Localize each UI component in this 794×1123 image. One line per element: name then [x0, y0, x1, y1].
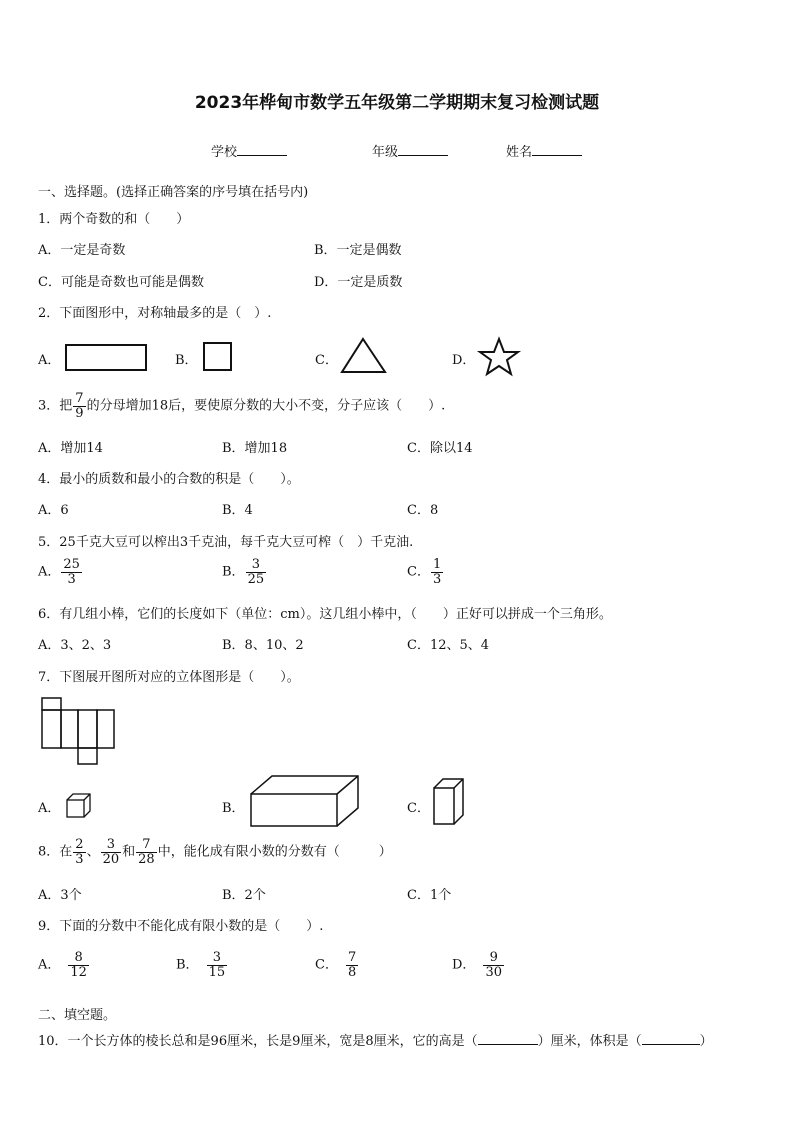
page-title: 2023年桦甸市数学五年级第二学期期末复习检测试题 — [194, 93, 600, 113]
name-blank[interactable] — [532, 141, 582, 156]
q1-option-d[interactable]: D．一定是质数 — [314, 275, 403, 290]
denominator: 8 — [347, 964, 357, 980]
q5-option-c[interactable] — [407, 558, 444, 586]
triangle-shape — [341, 337, 387, 374]
q8-stem-post: 中，能化成有限小数的分数有（ ） — [157, 844, 392, 860]
denominator: 3 — [75, 851, 84, 867]
q9-option-d[interactable] — [452, 951, 505, 979]
q5-stem: 5．25千克大豆可以榨出3千克油，每千克大豆可榨（ ）千克油. — [38, 535, 414, 550]
numerator: 3 — [207, 951, 228, 966]
q4-option-a[interactable]: A．6 — [38, 503, 69, 518]
q9-option-a-label: A． — [38, 957, 61, 973]
q5-option-b-label: B． — [222, 564, 245, 580]
denominator: 9 — [75, 405, 84, 421]
q5-option-c-label: C． — [407, 564, 430, 580]
q4-option-b[interactable]: B．4 — [222, 503, 253, 518]
section-1-heading: 一、选择题。(选择正确答案的序号填在括号内) — [38, 185, 309, 200]
q9-option-a[interactable] — [38, 951, 90, 979]
denominator: 20 — [102, 851, 120, 867]
q3-fraction — [73, 392, 85, 420]
section-2-heading: 二、填空题。 — [38, 1008, 117, 1023]
denominator: 15 — [208, 964, 226, 980]
q9-option-c[interactable] — [315, 951, 359, 979]
q5-option-a[interactable] — [38, 558, 83, 586]
q3-option-b[interactable]: B．增加18 — [222, 441, 288, 456]
q9-option-c-label: C． — [315, 957, 338, 973]
grade-blank[interactable] — [398, 141, 448, 156]
q8-fraction-3 — [136, 838, 157, 866]
school-blank[interactable] — [237, 141, 287, 156]
q9-option-b[interactable] — [176, 951, 228, 979]
q8-fraction-2 — [101, 838, 122, 866]
flat-cuboid-figure — [250, 774, 360, 828]
q9-fraction-d — [483, 951, 504, 979]
numerator: 1 — [432, 557, 442, 572]
q5-option-b[interactable] — [222, 558, 267, 586]
q2-option-a[interactable]: A． — [38, 353, 61, 368]
q5-fraction-c — [431, 558, 443, 586]
denominator: 12 — [70, 964, 87, 980]
cuboid-net-figure — [40, 696, 120, 768]
q3-stem-post: 的分母增加18后，要使原分数的大小不变，分子应该（ ）. — [86, 398, 446, 414]
grade-label: 年级 — [372, 145, 399, 160]
q9-fraction-c — [346, 951, 358, 979]
q4-stem: 4．最小的质数和最小的合数的积是（ ）。 — [38, 472, 300, 487]
q9-fraction-b — [207, 951, 228, 979]
school-label: 学校 — [211, 145, 238, 160]
denominator: 25 — [247, 571, 265, 587]
q5-option-a-label: A． — [38, 564, 61, 580]
name-field — [506, 141, 582, 160]
q3-stem — [38, 392, 445, 420]
numerator: 3 — [101, 838, 122, 853]
q6-option-a[interactable]: A．3、2、3 — [38, 638, 112, 653]
numerator: 3 — [246, 558, 267, 573]
q10-stem-pre: 10．一个长方体的棱长总和是96厘米，长是9厘米，宽是8厘米，它的高是（ — [38, 1034, 478, 1049]
q6-option-b[interactable]: B．8、10、2 — [222, 638, 304, 653]
q1-stem: 1．两个奇数的和（ ） — [38, 212, 190, 227]
q6-option-c[interactable]: C．12、5、4 — [407, 638, 490, 653]
grade-field — [372, 141, 448, 160]
numerator: 7 — [136, 838, 157, 853]
tall-cuboid-figure — [433, 778, 465, 826]
q6-stem: 6．有几组小棒，它们的长度如下（单位：cm）。这几组小棒中，（ ）正好可以拼成一个三角形。 — [38, 607, 612, 622]
q7-option-b[interactable]: B． — [222, 801, 245, 816]
numerator: 8 — [68, 951, 89, 966]
rectangle-shape — [65, 344, 147, 372]
numerator: 7 — [75, 391, 84, 406]
q3-stem-pre: 3．把 — [38, 398, 73, 414]
q2-stem: 2．下面图形中，对称轴最多的是（ ）. — [38, 306, 272, 321]
star-shape — [479, 338, 521, 376]
q5-fraction-a — [61, 558, 82, 586]
q7-option-a[interactable]: A． — [38, 801, 61, 816]
school-field — [211, 141, 287, 160]
q9-option-b-label: B． — [176, 957, 199, 973]
q2-option-d[interactable]: D． — [452, 353, 476, 368]
q10-height-blank[interactable] — [478, 1030, 538, 1045]
q8-option-a[interactable]: A．3个 — [38, 888, 82, 903]
q1-option-a[interactable]: A．一定是奇数 — [38, 243, 126, 258]
denominator: 3 — [67, 571, 76, 587]
q3-option-a[interactable]: A．增加14 — [38, 441, 103, 456]
q8-separator-2: 和 — [122, 844, 136, 860]
q3-option-c[interactable]: C．除以14 — [407, 441, 473, 456]
q1-option-c[interactable]: C．可能是奇数也可能是偶数 — [38, 275, 204, 290]
q5-fraction-b — [246, 558, 267, 586]
square-shape — [203, 342, 233, 372]
name-label: 姓名 — [506, 145, 533, 160]
q9-stem: 9．下面的分数中不能化成有限小数的是（ ）. — [38, 919, 324, 934]
q2-option-c[interactable]: C． — [315, 353, 338, 368]
q8-option-c[interactable]: C．1个 — [407, 888, 452, 903]
denominator: 3 — [432, 571, 442, 587]
q4-option-c[interactable]: C．8 — [407, 503, 439, 518]
q8-separator-1: 、 — [86, 844, 100, 860]
numerator: 25 — [63, 557, 80, 572]
denominator: 30 — [485, 964, 502, 980]
q2-option-b[interactable]: B． — [175, 353, 198, 368]
q8-fraction-1 — [73, 838, 85, 866]
q8-stem — [38, 838, 392, 866]
q1-option-b[interactable]: B．一定是偶数 — [314, 243, 402, 258]
denominator: 28 — [138, 851, 155, 867]
q7-stem: 7．下图展开图所对应的立体图形是（ ）。 — [38, 670, 300, 685]
q10-stem-mid: ）厘米，体积是（ — [537, 1034, 642, 1049]
q7-option-c[interactable]: C． — [407, 801, 430, 816]
q10-stem-post: ） — [699, 1034, 713, 1049]
numerator: 2 — [75, 837, 84, 852]
q10-stem — [38, 1030, 713, 1049]
q10-volume-blank[interactable] — [642, 1030, 700, 1045]
q9-fraction-a — [68, 951, 89, 979]
cube-figure — [66, 793, 92, 819]
numerator: 9 — [483, 951, 504, 966]
q8-stem-pre: 8．在 — [38, 844, 73, 860]
numerator: 7 — [347, 950, 357, 965]
q8-option-b[interactable]: B．2个 — [222, 888, 266, 903]
q9-option-d-label: D． — [452, 957, 476, 973]
